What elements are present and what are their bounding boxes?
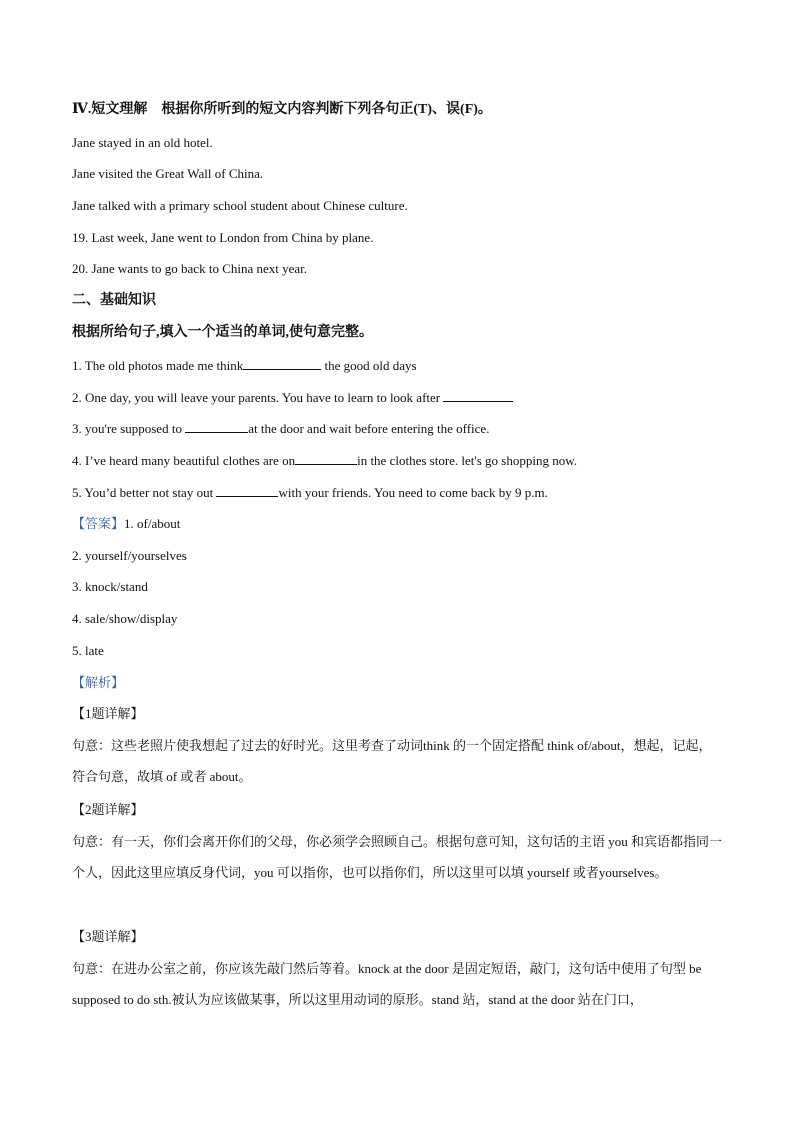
- answer-blank: [185, 419, 248, 433]
- answer-item: 3. knock/stand: [72, 579, 148, 594]
- listening-item: 19. Last week, Jane went to London from China by plane.: [72, 230, 374, 245]
- listening-item: Jane stayed in an old hotel.: [72, 135, 213, 150]
- fill-question: 2. One day, you will leave your parents. You have to learn to look after: [72, 388, 513, 407]
- detail-text: 句意：在进办公室之前，你应该先敲门然后等着。knock at the door 是固定短语，敲门，这句话中使用了句型 be supposed to do sth.被认为应该做某事，所以这里用动词的原形。stand 站，stand at the door 站在门口，: [72, 961, 702, 1007]
- listening-item: Jane talked with a primary school student about Chinese culture.: [72, 198, 408, 213]
- listening-item: 20. Jane wants to go back to China next year.: [72, 261, 308, 276]
- detail-text: 句意：这些老照片使我想起了过去的好时光。这里考查了动词think 的一个固定搭配 think of/about，想起，记起，符合句意，故填 of 或者 about。: [72, 738, 712, 784]
- detail-text: 句意：有一天，你们会离开你们的父母，你必须学会照顾自己。根据句意可知，这句话的主语 you 和宾语都指同一个人，因此这里应填反身代词，you 可以指你，也可以指你们，所以这里可以填 yourself 或者yourselves。: [72, 834, 723, 880]
- detail-title: 【1题详解】: [72, 706, 144, 721]
- answer-label: 【答案】: [72, 516, 125, 531]
- answer-item: 4. sale/show/display: [72, 611, 178, 626]
- fill-question: 1. The old photos made me think the good old days: [72, 358, 417, 373]
- answer-blank: [295, 451, 357, 465]
- section-instruction: 根据所给句子,填入一个适当的单词,使句意完整。: [72, 325, 373, 340]
- section-heading: 二、基础知识: [72, 293, 156, 308]
- answer-item: 5. late: [72, 643, 104, 658]
- answer-line: 【答案】1. of/about: [72, 516, 181, 531]
- fill-question: 5. You’d better not stay out with your friends. You need to come back by 9 p.m.: [72, 485, 548, 500]
- answer-blank: [216, 483, 278, 497]
- listening-heading: Ⅳ.短文理解 根据你所听到的短文内容判断下列各句正(T)、误(F)。: [72, 102, 492, 117]
- detail-title: 【3题详解】: [72, 929, 144, 944]
- fill-question: 4. I’ve heard many beautiful clothes are on in the clothes store. let's go shopping now.: [72, 453, 578, 468]
- answer-blank: [243, 356, 321, 370]
- answer-blank: [443, 388, 513, 402]
- answer-item: 2. yourself/yourselves: [72, 548, 187, 563]
- fill-question: 3. you're supposed to at the door and wait before entering the office.: [72, 421, 490, 436]
- analysis-label: 【解析】: [72, 675, 125, 690]
- detail-title: 【2题详解】: [72, 802, 144, 817]
- listening-item: Jane visited the Great Wall of China.: [72, 166, 264, 181]
